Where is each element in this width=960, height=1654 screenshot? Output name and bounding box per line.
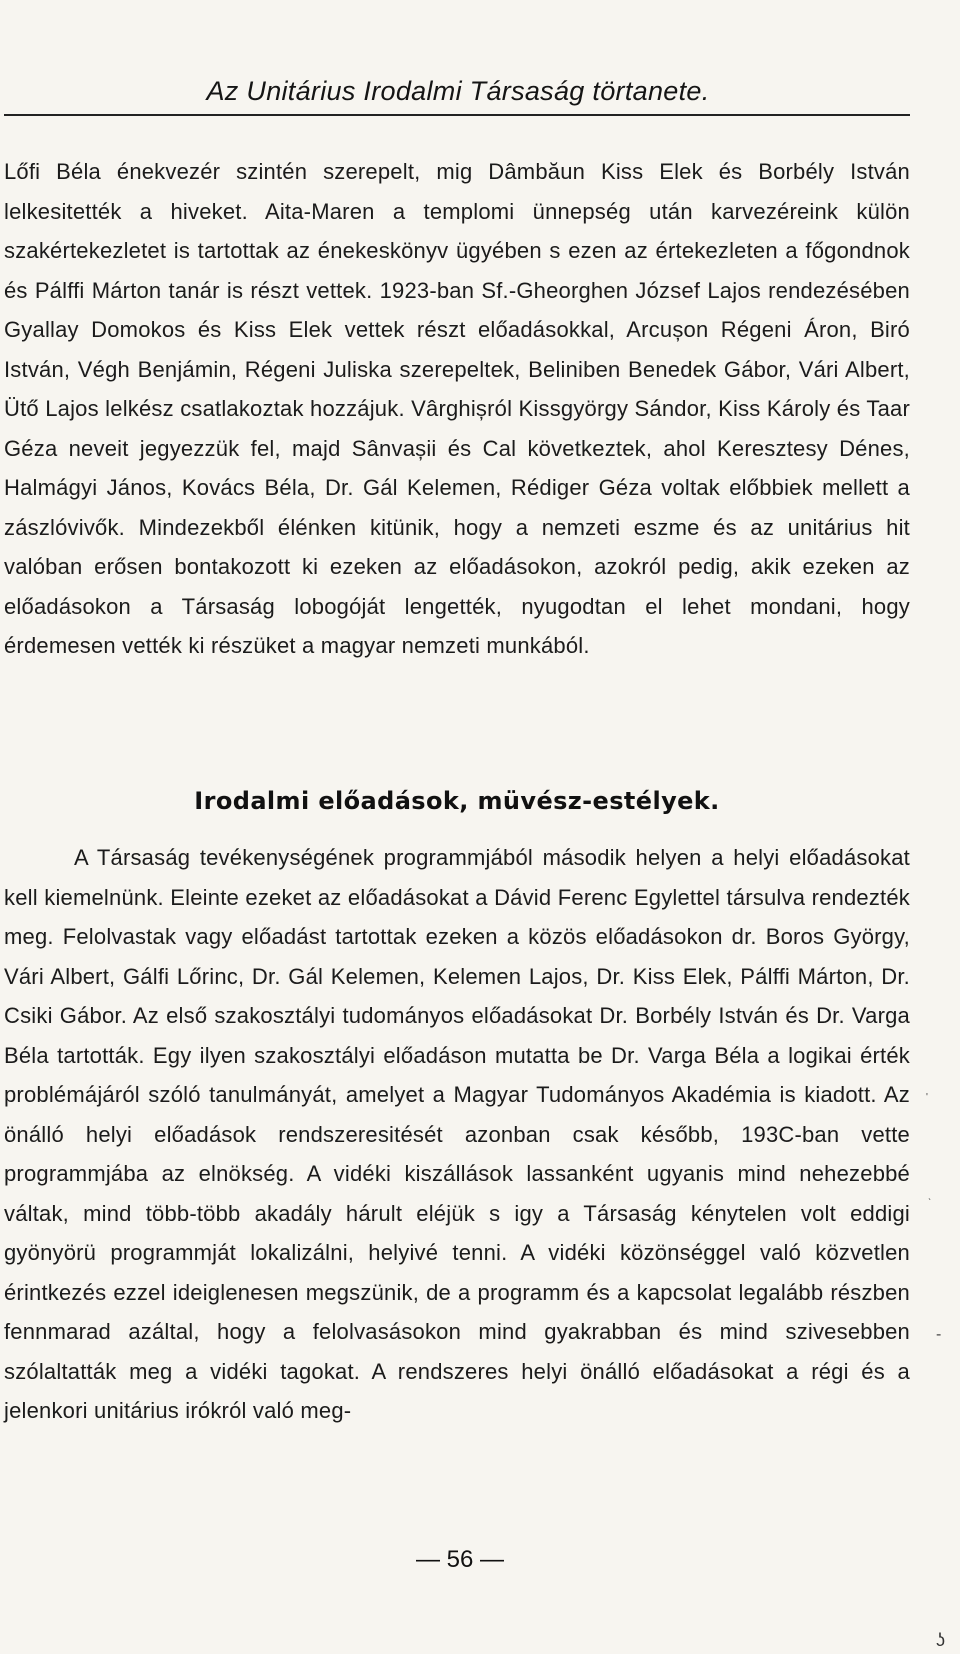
running-head-title: Az Unitárius Irodalmi Társaság törtanete.	[206, 76, 710, 106]
paragraph-1: Lőfi Béla énekvezér szintén szerepelt, mig Dâmbăun Kiss Elek és Borbély István lelkesitették a hiveket. Aita-Maren a templomi ünnepség után karvezéreink külön szakértekezletet is tartottak az énekeskönyv ügyében s ezen az értekezleten a főgondnok és Pálffi Márton tanár is részt vettek. 1923-ban Sf.-Gheorghen József Lajos rendezésében Gyallay Domokos és Kiss Elek vettek részt előadásokkal, Arcușon Régeni Áron, Biró István, Végh Benjámin, Régeni Juliska szerepeltek, Beliniben Benedek Gábor, Vári Albert, Ütő Lajos lelkész csatlakoztak hozzájuk. Vârghișról Kissgyörgy Sándor, Kiss Károly és Taar Géza neveit jegyezzük fel, majd Sânvașii és Cal következtek, ahol Keresztesy Dénes, Halmágyi János, Kovács Béla, Dr. Gál Kelemen, Rédiger Géza voltak előbbiek mellett a zászlóvivők. Mindezekből élénken kitünik, hogy a nemzeti eszme és az unitárius hit valóban erősen bontakozott ki ezeken az előadásokon, azokról pedig, akik ezeken az előadásokon a Társaság lobogóját lengették, nyugodtan el lehet mondani, hogy érdemesen vették ki részüket a magyar nemzeti munkából.	[4, 159, 910, 658]
margin-mark: '	[926, 1092, 928, 1103]
header-rule	[4, 114, 910, 116]
margin-mark: -	[936, 1326, 942, 1343]
section-heading: Irodalmi előadások, müvész-estélyek.	[194, 787, 720, 815]
margin-mark: ʖ	[936, 1630, 945, 1650]
page-number: — 56 —	[415, 1546, 505, 1573]
margin-mark: ˋ	[928, 1198, 932, 1209]
paragraph-2: A Társaság tevékenységének programmjából második helyen a helyi előadásokat kell kiemelnünk. Eleinte ezeket az előadásokat a Dávid Ferenc Egylettel társulva rendezték meg. Felolvastak vagy előadást tartottak ezeken a közös előadásokon dr. Boros György, Vári Albert, Gálfi Lőrinc, Dr. Gál Kelemen, Kelemen Lajos, Dr. Kiss Elek, Pálffi Márton, Dr. Csiki Gábor. Az első szakosztályi tudományos előadásokat Dr. Borbély István és Dr. Varga Béla tartották. Egy ilyen szakosztályi előadáson mutatta be Dr. Varga Béla a logikai érték problémájáról szóló tanulmányát, amelyet a Magyar Tudományos Akadémia is kiadott. Az önálló helyi előadások rendszeresitését azonban csak később, 193C-ban vette programmjába az elnökség. A vidéki kiszállások lassanként ugyanis mind nehezebbé váltak, mind több-több akadály hárult eléjük s igy a Társaság kénytelen volt eddigi gyönyörü programmját lokalizálni, helyivé tenni. A vidéki közönséggel való közvetlen érintkezés ezzel ideiglenesen megszünik, de a programm és a kapcsolat legalább részben fennmarad azáltal, hogy a felolvasásokon mind gyakrabban és mind szivesebben szólaltatták meg a vidéki tagokat. A rendszeres helyi önálló előadásokat a régi és a jelenkori unitárius irókról való meg-	[4, 845, 910, 1423]
